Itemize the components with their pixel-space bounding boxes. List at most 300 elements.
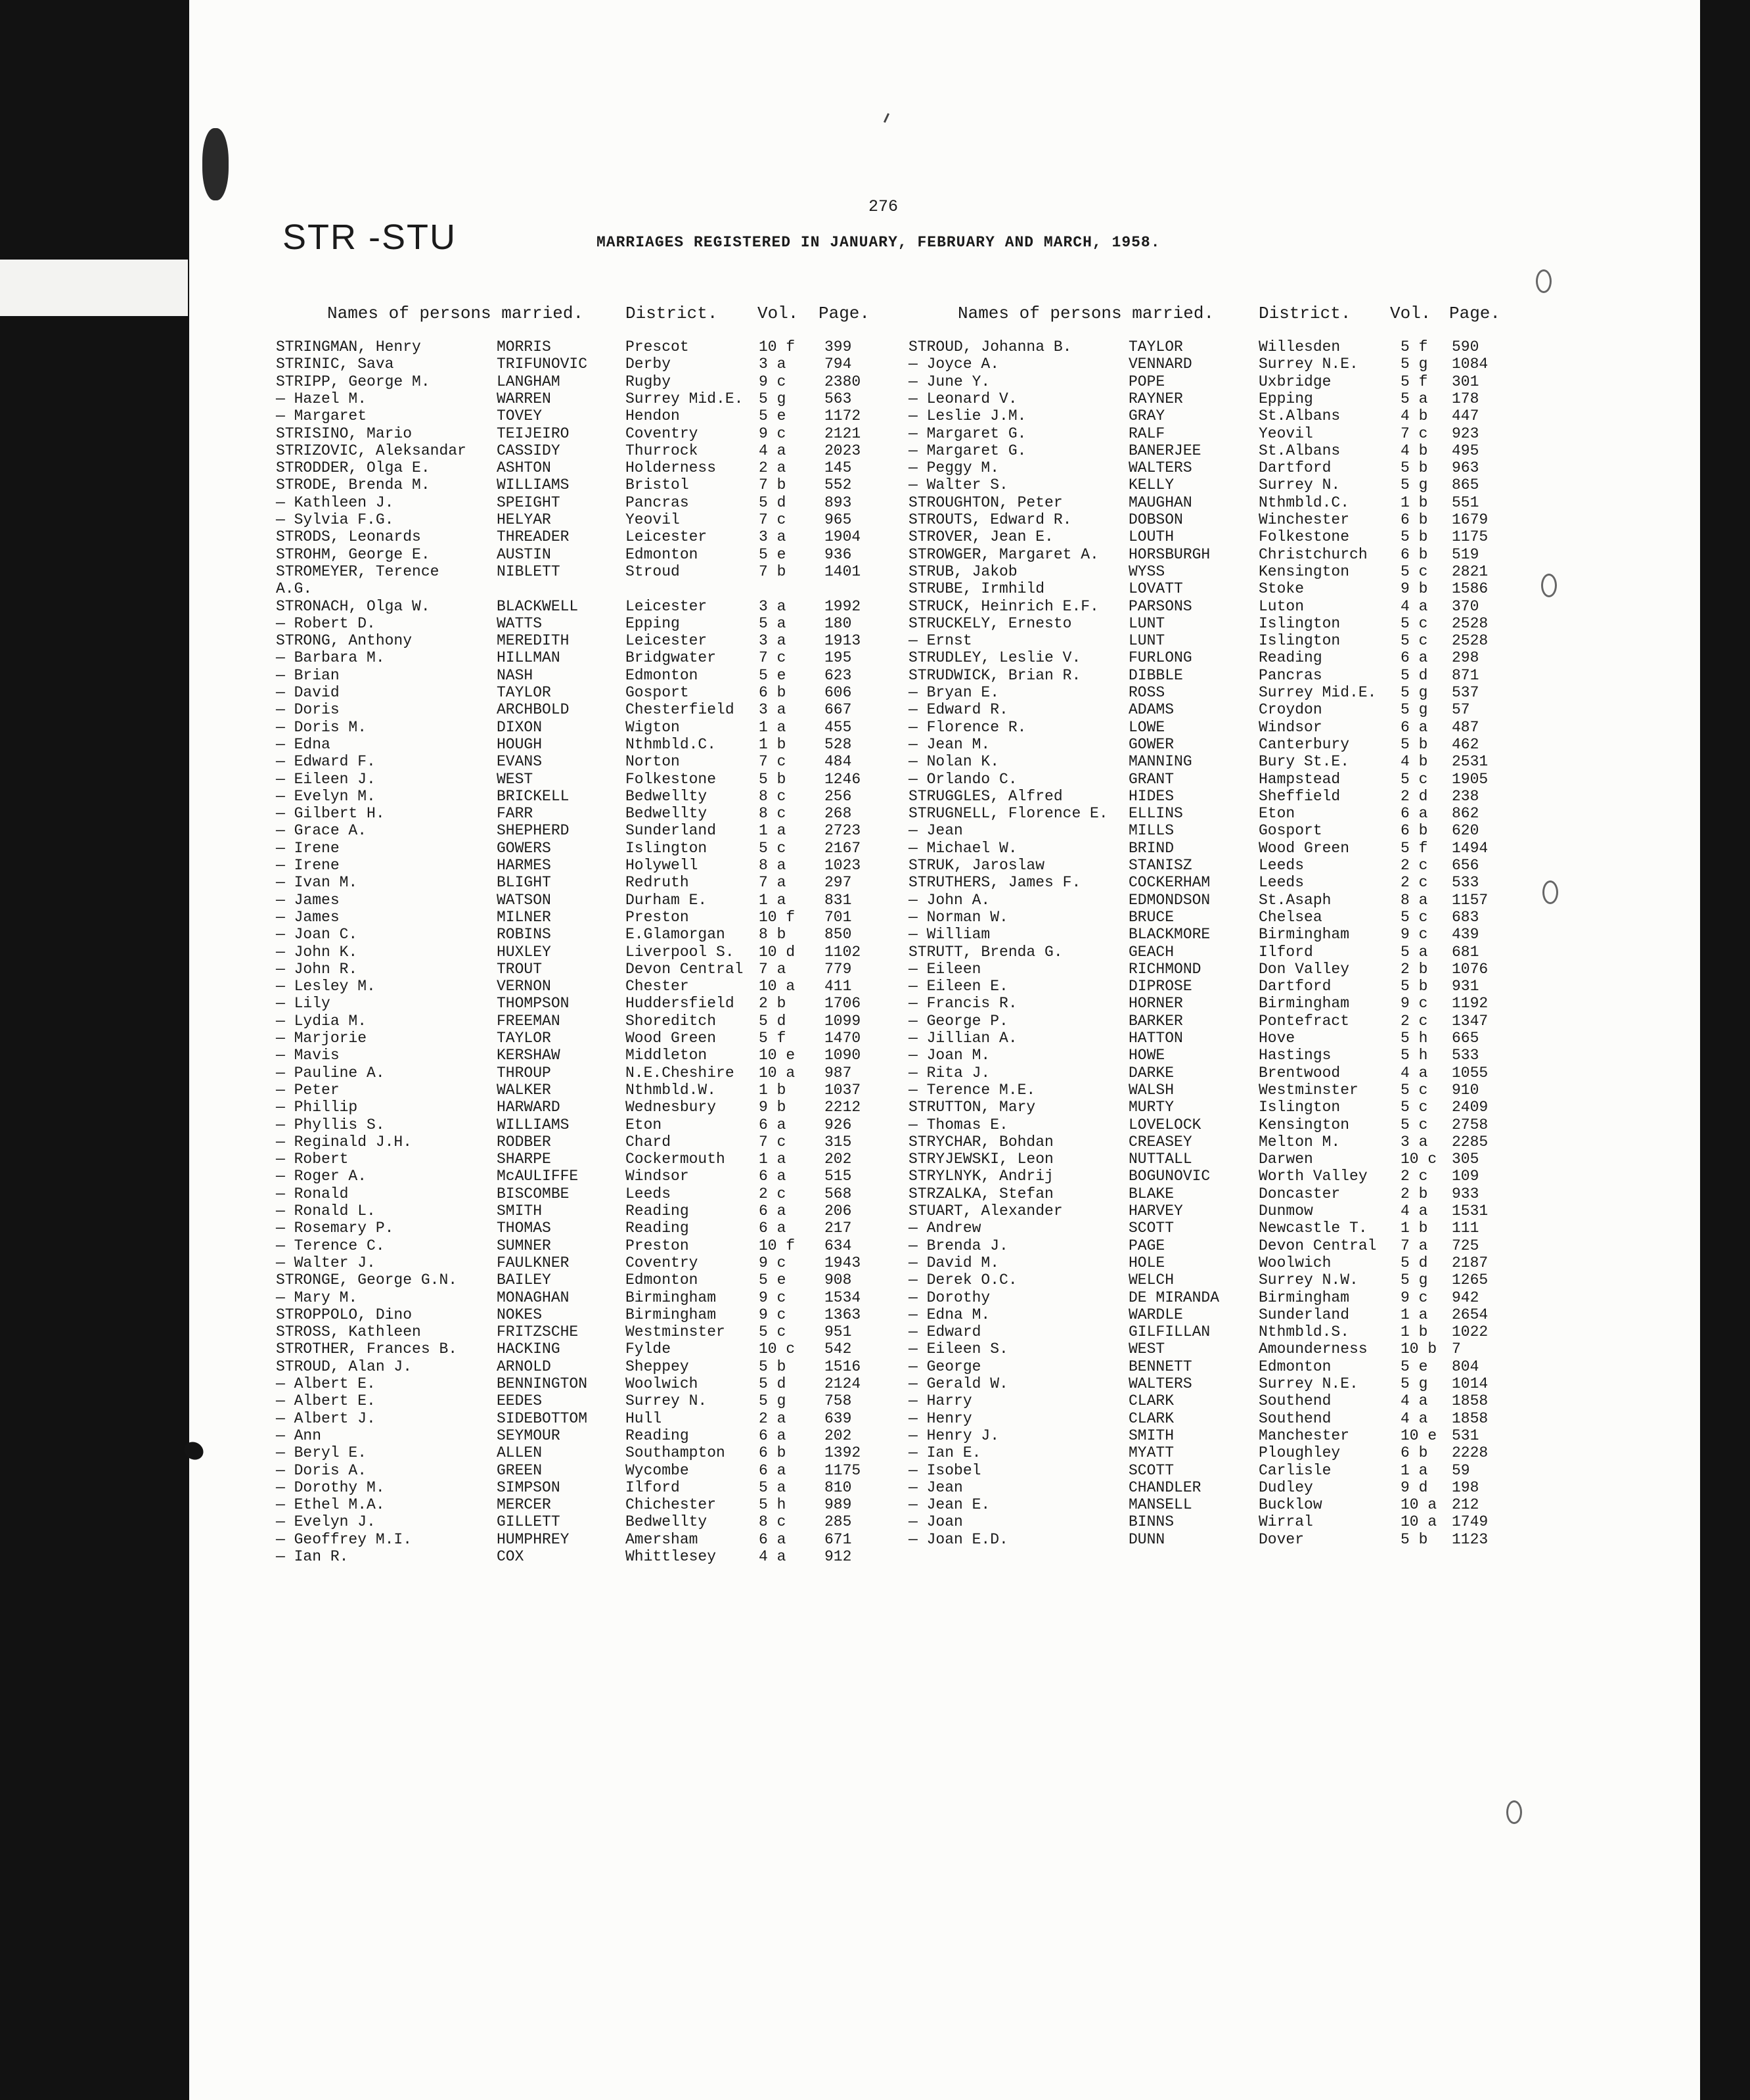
district: Epping — [625, 614, 680, 632]
page-ref: 1157 — [1452, 891, 1489, 909]
person-name: — David — [276, 684, 340, 701]
district: Leicester — [625, 632, 707, 650]
page-ref: 1904 — [824, 528, 861, 546]
district: Leicester — [625, 597, 707, 615]
page-ref: 2409 — [1452, 1099, 1489, 1116]
volume: 5 b — [1401, 528, 1428, 546]
person-name: — Mary M. — [276, 1289, 358, 1306]
spouse-surname: FAULKNER — [497, 1254, 570, 1271]
district: Windsor — [1259, 718, 1322, 736]
person-name: — Evelyn M. — [276, 787, 376, 805]
spouse-surname: PARSONS — [1129, 597, 1192, 615]
page-ref: 910 — [1452, 1081, 1479, 1099]
page-ref: 1192 — [1452, 995, 1489, 1013]
district: Christchurch — [1259, 545, 1368, 563]
page-ref: 1099 — [824, 1012, 861, 1030]
district: St.Albans — [1259, 407, 1341, 425]
person-name: — Brian — [276, 666, 340, 684]
page-ref: 57 — [1452, 701, 1470, 719]
page-ref: 963 — [1452, 459, 1479, 477]
district: Leeds — [625, 1185, 671, 1202]
district: Worth Valley — [1259, 1168, 1368, 1185]
district: Yeovil — [1259, 424, 1313, 442]
person-name: — Albert J. — [276, 1409, 376, 1427]
volume: 4 a — [759, 1548, 786, 1565]
page-ref: 2121 — [824, 424, 861, 442]
volume: 2 c — [1401, 857, 1428, 874]
page-ref: 1534 — [824, 1289, 861, 1306]
volume: 6 a — [759, 1530, 786, 1548]
spouse-surname: GOWER — [1129, 735, 1175, 753]
district: Nthmbld.C. — [625, 735, 717, 753]
spouse-surname: RAYNER — [1129, 390, 1183, 407]
person-name: — Nolan K. — [909, 753, 1000, 771]
vol-header: Vol. — [1390, 304, 1431, 323]
page-ref: 528 — [824, 735, 852, 753]
volume: 5 b — [1401, 978, 1428, 995]
page-ref: 217 — [824, 1220, 852, 1237]
page-ref: 908 — [824, 1271, 852, 1289]
district: Pancras — [1259, 666, 1322, 684]
volume: 1 b — [1401, 1220, 1428, 1237]
volume: 5 a — [759, 1478, 786, 1496]
volume: 8 c — [759, 805, 786, 823]
spouse-surname: HATTON — [1129, 1030, 1183, 1047]
volume: 8 c — [759, 787, 786, 805]
volume: 5 e — [759, 407, 786, 425]
person-name: STROUD, Johanna B. — [909, 338, 1072, 355]
spouse-surname: BLACKWELL — [497, 597, 579, 615]
district: Wycombe — [625, 1461, 689, 1479]
district: Darwen — [1259, 1151, 1313, 1168]
person-name: — James — [276, 908, 340, 926]
volume: 5 b — [759, 770, 786, 788]
page-ref: 439 — [1452, 926, 1479, 944]
volume: 5 c — [1401, 614, 1428, 632]
ink-blot — [181, 1438, 207, 1463]
volume: 5 a — [1401, 390, 1428, 407]
district: Huddersfield — [625, 995, 734, 1013]
page-ref: 623 — [824, 666, 852, 684]
volume: 3 a — [759, 597, 786, 615]
page-ref: 1102 — [824, 943, 861, 961]
district: Hull — [625, 1409, 662, 1427]
person-name: — Norman W. — [909, 908, 1008, 926]
page-ref: 2528 — [1452, 614, 1489, 632]
volume: 1 b — [759, 1081, 786, 1099]
person-name: — Mavis — [276, 1047, 340, 1064]
district: Islington — [1259, 632, 1341, 650]
district: Islington — [625, 839, 707, 857]
page-ref: 871 — [1452, 666, 1479, 684]
volume: 9 c — [759, 373, 786, 390]
volume: 4 a — [759, 442, 786, 459]
district: Leicester — [625, 528, 707, 546]
spouse-surname: POPE — [1129, 373, 1165, 390]
spouse-surname: BANERJEE — [1129, 442, 1201, 459]
volume: 4 a — [1401, 1392, 1428, 1410]
district: Sunderland — [1259, 1306, 1350, 1323]
page-ref: 542 — [824, 1340, 852, 1358]
volume: 5 f — [759, 1030, 786, 1047]
person-name: — Geoffrey M.I. — [276, 1530, 413, 1548]
volume: 1 a — [759, 1151, 786, 1168]
spouse-surname: TROUT — [497, 960, 543, 978]
district: Chester — [625, 978, 689, 995]
spouse-surname: SMITH — [497, 1202, 543, 1220]
district: Epping — [1259, 390, 1313, 407]
volume: 1 a — [759, 891, 786, 909]
spouse-surname: ELLINS — [1129, 805, 1183, 823]
district: Shoreditch — [625, 1012, 717, 1030]
person-name: STROPPOLO, Dino — [276, 1306, 413, 1323]
spouse-surname: ADAMS — [1129, 701, 1175, 719]
vol-header: Vol. — [757, 304, 799, 323]
person-name: — Bryan E. — [909, 684, 1000, 701]
person-name: — Jean — [909, 1478, 963, 1496]
person-name: — Lily — [276, 995, 330, 1013]
district: Surrey Mid.E. — [625, 390, 744, 407]
page-ref: 987 — [824, 1064, 852, 1082]
page-ref: 1175 — [824, 1461, 861, 1479]
page-ref: 2654 — [1452, 1306, 1489, 1323]
person-name: — Joan — [909, 1513, 963, 1531]
page-ref: 2821 — [1452, 562, 1489, 580]
volume: 5 h — [759, 1496, 786, 1514]
spouse-surname: HELYAR — [497, 511, 551, 528]
volume: 5 c — [1401, 1081, 1428, 1099]
person-name: — Ronald L. — [276, 1202, 376, 1220]
spouse-surname: HUMPHREY — [497, 1530, 570, 1548]
person-name: — Edward R. — [909, 701, 1008, 719]
page-ref: 639 — [824, 1409, 852, 1427]
person-name: STROSS, Kathleen — [276, 1323, 421, 1341]
district: Bedwellty — [625, 805, 707, 823]
district: St.Albans — [1259, 442, 1341, 459]
page-ref: 2531 — [1452, 753, 1489, 771]
page-ref: 926 — [824, 1116, 852, 1133]
spouse-surname: LOWE — [1129, 718, 1165, 736]
person-name: — Ernst — [909, 632, 972, 650]
spouse-surname: WALTERS — [1129, 459, 1192, 477]
person-name: — Andrew — [909, 1220, 981, 1237]
page-ref: 620 — [1452, 822, 1479, 840]
person-name: — Albert E. — [276, 1375, 376, 1392]
volume: 6 b — [1401, 511, 1428, 528]
page-ref: 1992 — [824, 597, 861, 615]
person-name: STROUTS, Edward R. — [909, 511, 1072, 528]
volume: 10 a — [759, 978, 796, 995]
spouse-surname: CHANDLER — [1129, 1478, 1201, 1496]
volume: 9 c — [759, 1254, 786, 1271]
page-ref: 1347 — [1452, 1012, 1489, 1030]
district: Sheffield — [1259, 787, 1341, 805]
district: Ilford — [1259, 943, 1313, 961]
district: Bristol — [625, 476, 689, 494]
volume: 5 f — [1401, 839, 1428, 857]
volume: 5 e — [759, 666, 786, 684]
page-ref: 305 — [1452, 1151, 1479, 1168]
page-title: MARRIAGES REGISTERED IN JANUARY, FEBRUARY AND MARCH, 1958. — [596, 234, 1161, 251]
volume: 5 d — [1401, 1254, 1428, 1271]
page-ref: 667 — [824, 701, 852, 719]
page-ref: 202 — [824, 1427, 852, 1444]
person-name: — Terence M.E. — [909, 1081, 1036, 1099]
person-name: STRONG, Anthony — [276, 632, 413, 650]
district: Southend — [1259, 1392, 1332, 1410]
person-name: STROUGHTON, Peter — [909, 493, 1063, 511]
spouse-surname: HOUGH — [497, 735, 543, 753]
person-name: — Francis R. — [909, 995, 1018, 1013]
person-name: — Ann — [276, 1427, 322, 1444]
edge-tab — [0, 260, 188, 316]
district: Nthmbld.S. — [1259, 1323, 1350, 1341]
spouse-surname: GILLETT — [497, 1513, 560, 1531]
volume: 5 g — [1401, 1271, 1428, 1289]
spouse-surname: HOWE — [1129, 1047, 1165, 1064]
district: Stroud — [625, 562, 680, 580]
page-ref: 936 — [824, 545, 852, 563]
page-ref: 671 — [824, 1530, 852, 1548]
page-ref: 1401 — [824, 562, 861, 580]
volume: 10 e — [1401, 1427, 1437, 1444]
spouse-surname: TOVEY — [497, 407, 543, 425]
volume: 4 a — [1401, 597, 1428, 615]
district: Dudley — [1259, 1478, 1313, 1496]
page-ref: 2285 — [1452, 1133, 1489, 1151]
volume: 5 g — [759, 390, 786, 407]
spouse-surname: TEIJEIRO — [497, 424, 570, 442]
district: Hove — [1259, 1030, 1295, 1047]
page-ref: 865 — [1452, 476, 1479, 494]
person-name: STRYJEWSKI, Leon — [909, 1151, 1054, 1168]
person-name: — Ethel M.A. — [276, 1496, 385, 1514]
person-name: STRIPP, George M. — [276, 373, 430, 390]
person-name: — Albert E. — [276, 1392, 376, 1410]
volume: 10 c — [759, 1340, 796, 1358]
page-ref: 519 — [1452, 545, 1479, 563]
district: Don Valley — [1259, 960, 1350, 978]
volume: 5 h — [1401, 1030, 1428, 1047]
person-name: — William — [909, 926, 991, 944]
spouse-surname: GRAY — [1129, 407, 1165, 425]
volume: 5 c — [759, 839, 786, 857]
spouse-surname: ROSS — [1129, 684, 1165, 701]
spouse-surname: EEDES — [497, 1392, 543, 1410]
district: Sunderland — [625, 822, 717, 840]
page-ref: 495 — [1452, 442, 1479, 459]
person-name: — Sylvia F.G. — [276, 511, 394, 528]
district: Wood Green — [625, 1030, 717, 1047]
volume: 5 a — [759, 614, 786, 632]
person-name: — Ian E. — [909, 1444, 981, 1462]
page-ref: 7 — [1452, 1340, 1461, 1358]
district: Dunmow — [1259, 1202, 1313, 1220]
person-name: STRINGMAN, Henry — [276, 338, 421, 355]
punch-hole-mark — [1536, 269, 1552, 293]
page-ref: 297 — [824, 874, 852, 892]
spouse-surname: KERSHAW — [497, 1047, 560, 1064]
person-name: — John A. — [909, 891, 991, 909]
page-ref: 59 — [1452, 1461, 1470, 1479]
district: Liverpool S. — [625, 943, 734, 961]
person-name: — Peggy M. — [909, 459, 1000, 477]
district: Edmonton — [625, 1271, 698, 1289]
page-ref: 862 — [1452, 805, 1479, 823]
spouse-surname: BENNINGTON — [497, 1375, 588, 1392]
spouse-surname: SPEIGHT — [497, 493, 560, 511]
page-ref: 202 — [824, 1151, 852, 1168]
spouse-surname: ASHTON — [497, 459, 551, 477]
district: Yeovil — [625, 511, 680, 528]
volume: 5 f — [1401, 338, 1428, 355]
volume: 7 a — [759, 874, 786, 892]
person-name: — Doris — [276, 701, 340, 719]
volume: 10 a — [1401, 1496, 1437, 1514]
volume: 7 c — [1401, 424, 1428, 442]
page-ref: 912 — [824, 1548, 852, 1565]
page-ref: 893 — [824, 493, 852, 511]
district: Holywell — [625, 857, 698, 874]
page-ref: 1172 — [824, 407, 861, 425]
person-name: — Edward F. — [276, 753, 376, 771]
page-ref: 1516 — [824, 1358, 861, 1375]
spouse-surname: GRANT — [1129, 770, 1175, 788]
district: Devon Central — [1259, 1237, 1377, 1254]
spouse-surname: MYATT — [1129, 1444, 1175, 1462]
district: Southend — [1259, 1409, 1332, 1427]
spouse-surname: NIBLETT — [497, 562, 560, 580]
page-ref: 810 — [824, 1478, 852, 1496]
page-ref: 178 — [1452, 390, 1479, 407]
volume: 5 e — [1401, 1358, 1428, 1375]
volume: 5 c — [759, 1323, 786, 1341]
person-name: — Henry — [909, 1409, 972, 1427]
spouse-surname: FRITZSCHE — [497, 1323, 579, 1341]
page-ref: 725 — [1452, 1237, 1479, 1254]
person-name: STROUD, Alan J. — [276, 1358, 413, 1375]
page-ref: 238 — [1452, 787, 1479, 805]
volume: 2 c — [1401, 1012, 1428, 1030]
spouse-surname: LUNT — [1129, 614, 1165, 632]
spouse-surname: VENNARD — [1129, 355, 1192, 373]
spouse-surname: BISCOMBE — [497, 1185, 570, 1202]
volume: 1 a — [1401, 1461, 1428, 1479]
district: Croydon — [1259, 701, 1322, 719]
volume: 5 c — [1401, 562, 1428, 580]
person-name: — Eileen — [909, 960, 981, 978]
page-ref: 411 — [824, 978, 852, 995]
person-name: — Peter — [276, 1081, 340, 1099]
district: Pancras — [625, 493, 689, 511]
spouse-surname: HARWARD — [497, 1099, 560, 1116]
page-ref: 2124 — [824, 1375, 861, 1392]
volume: 4 a — [1401, 1202, 1428, 1220]
volume: 6 b — [759, 1444, 786, 1462]
district: Chesterfield — [625, 701, 734, 719]
spouse-surname: LOVATT — [1129, 580, 1183, 598]
spouse-surname: THOMAS — [497, 1220, 551, 1237]
volume: 4 a — [1401, 1409, 1428, 1427]
district: Woolwich — [1259, 1254, 1332, 1271]
district: Edmonton — [625, 666, 698, 684]
person-name: STRONGE, George G.N. — [276, 1271, 458, 1289]
person-name: STRUGGLES, Alfred — [909, 787, 1063, 805]
spouse-surname: CREASEY — [1129, 1133, 1192, 1151]
person-name: — Jean E. — [909, 1496, 991, 1514]
page-ref: 2023 — [824, 442, 861, 459]
volume: 2 c — [1401, 1168, 1428, 1185]
district: Folkestone — [625, 770, 717, 788]
spouse-surname: NUTTALL — [1129, 1151, 1192, 1168]
district: Willesden — [1259, 338, 1341, 355]
page-ref: 552 — [824, 476, 852, 494]
person-name: A.G. — [276, 580, 313, 598]
page-ref: 681 — [1452, 943, 1479, 961]
volume: 4 a — [1401, 1064, 1428, 1082]
page-ref: 951 — [824, 1323, 852, 1341]
volume: 9 c — [1401, 1289, 1428, 1306]
spouse-surname: WYSS — [1129, 562, 1165, 580]
person-name: — Joan C. — [276, 926, 358, 944]
page-ref: 942 — [1452, 1289, 1479, 1306]
page-ref: 850 — [824, 926, 852, 944]
person-name: — Jean M. — [909, 735, 991, 753]
person-name: STRUGNELL, Florence E. — [909, 805, 1108, 823]
district: Chard — [625, 1133, 671, 1151]
district: Birmingham — [625, 1306, 717, 1323]
spouse-surname: ROBINS — [497, 926, 551, 944]
volume: 5 d — [759, 1375, 786, 1392]
page-ref: 533 — [1452, 1047, 1479, 1064]
spouse-surname: ARCHBOLD — [497, 701, 570, 719]
district: Bucklow — [1259, 1496, 1322, 1514]
person-name: STRIZOVIC, Aleksandar — [276, 442, 466, 459]
person-name: — Isobel — [909, 1461, 981, 1479]
page-ref: 462 — [1452, 735, 1479, 753]
spouse-surname: THREADER — [497, 528, 570, 546]
district: Surrey N. — [625, 1392, 707, 1410]
district: Wednesbury — [625, 1099, 717, 1116]
spouse-surname: EVANS — [497, 753, 543, 771]
volume: 5 b — [1401, 1530, 1428, 1548]
volume: 5 c — [1401, 1099, 1428, 1116]
spouse-surname: MILNER — [497, 908, 551, 926]
person-name: — Gilbert H. — [276, 805, 385, 823]
volume: 9 c — [1401, 926, 1428, 944]
page-ref: 1014 — [1452, 1375, 1489, 1392]
district: Dartford — [1259, 978, 1332, 995]
spouse-surname: MORRIS — [497, 338, 551, 355]
district: Edmonton — [625, 545, 698, 563]
punch-hole-mark — [1541, 574, 1557, 597]
person-name: STRODS, Leonards — [276, 528, 421, 546]
spouse-surname: THOMPSON — [497, 995, 570, 1013]
person-name: STRUCK, Heinrich E.F. — [909, 597, 1099, 615]
spouse-surname: DIBBLE — [1129, 666, 1183, 684]
page-ref: 198 — [1452, 1478, 1479, 1496]
district: Eton — [1259, 805, 1295, 823]
person-name: — Terence C. — [276, 1237, 385, 1254]
person-name: STRONACH, Olga W. — [276, 597, 430, 615]
page-ref: 1037 — [824, 1081, 861, 1099]
district: Devon Central — [625, 960, 744, 978]
district: Cockermouth — [625, 1151, 725, 1168]
person-name: — Phyllis S. — [276, 1116, 385, 1133]
district: Bedwellty — [625, 787, 707, 805]
district: Melton M. — [1259, 1133, 1341, 1151]
page-ref: 111 — [1452, 1220, 1479, 1237]
